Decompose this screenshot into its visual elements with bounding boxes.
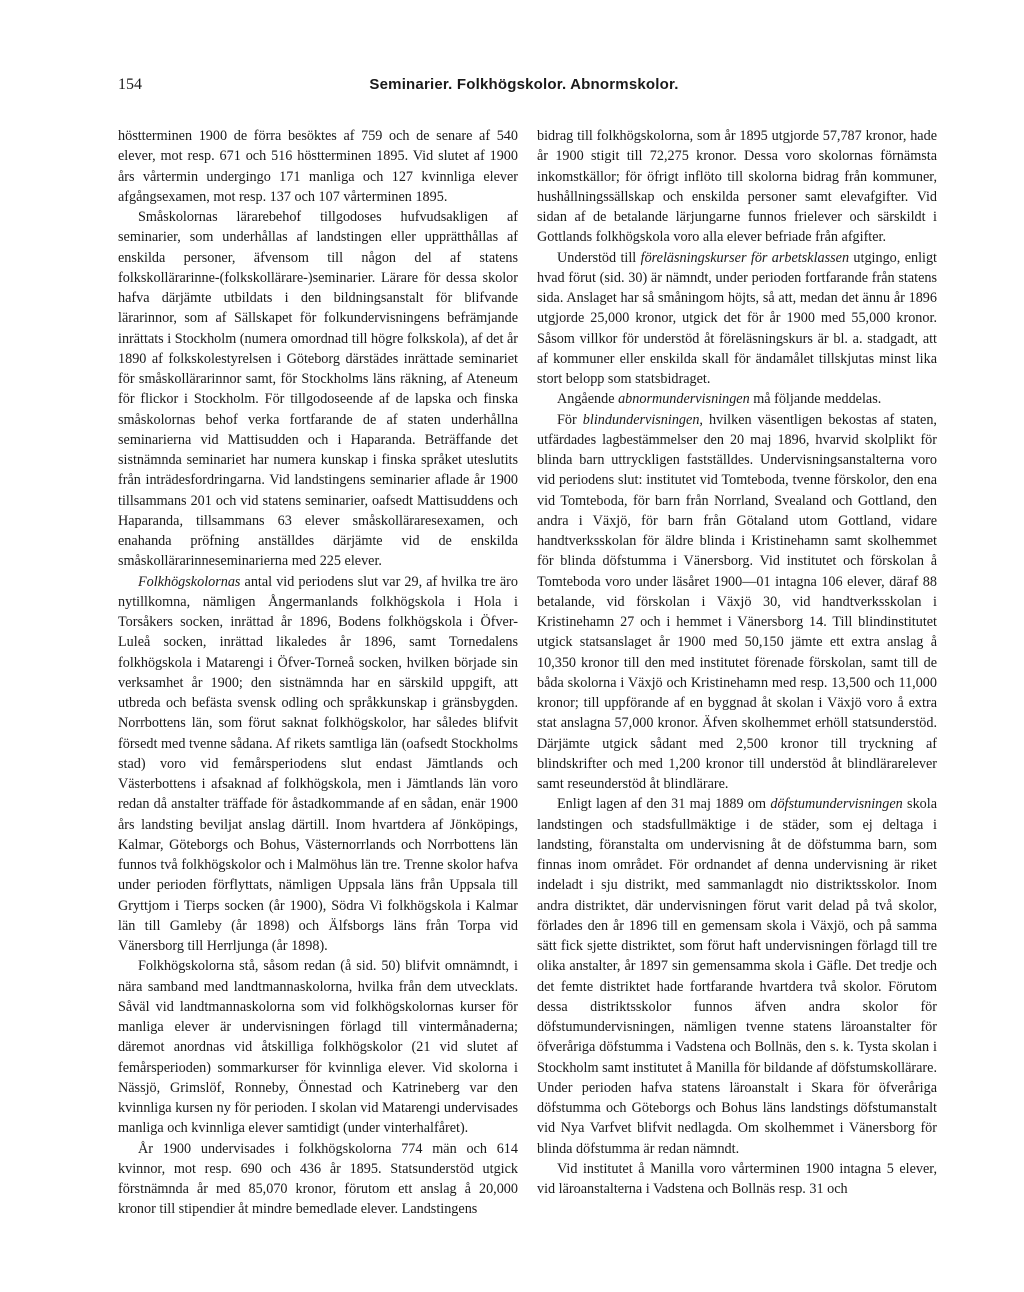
text-run: höstterminen 1900 de förra besöktes af 759 och de senare af 540 elever, mot resp. 671 och 516 höstterminen 1895. Vid slutet af 1900 års vårtermin undergingo 171 manliga och 127 kvinnliga elever afgångsexamen, mot resp. 137 och 107 vårterminen 1895.: [118, 128, 518, 205]
italic-term: föreläsningskurser för arbetsklassen: [640, 249, 850, 266]
paragraph: [537, 248, 937, 390]
paragraph: [118, 572, 518, 957]
paragraph: [537, 1159, 937, 1200]
text-run: skola landstingen och stadsfullmäktige i de städer, som ej deltaga i landsting, föranstalta om undervisning åt de döfstumma barn, som finnas inom området. För ordnandet af denna undervisning är riket indeladt i sju distrikt, med sammanlagdt nio distriktsskolor. Inom andra distriktet, där undervisningen förut varit delad på två skolor, förlades den år 1896 till en gemensam skola i Växjö, och på samma sätt fick sjette distriktet, som förut haft undervisningen förlagd till tre olika anstalter, år 1897 sin gemensamma skola i Gäfle. Det tredje och det femte distriktet hade fortfarande hvartdera två skolor. Förutom dessa distriktsskolor funnos äfven andra skolor för döfstumundervisningen, nämligen tvenne statens läroanstalter för öfveråriga döfstumma i Vadstena och Bollnäs, den s. k. Tysta skolan i Stockholm samt institutet å Manilla för bildande af döfstumskollärare. Under perioden hafva statens läroanstalt i Skara för öfveråriga döfstumma och Göteborgs och Bohus läns landstings döfstumanstalt vid Nya Varfvet blifvit nedlagda. Om skolhemmet i Vänersborg för blinda döfstumma är redan nämndt.: [537, 796, 938, 1157]
paragraph: [118, 207, 518, 572]
paragraph: [537, 794, 937, 1159]
text-run: bidrag till folkhögskolorna, som år 1895 utgjorde 57,787 kronor, hade år 1900 stigit till 72,275 kronor. Dessa voro skolornas förnämsta inkomstkällor; för öfrigt inflöto till skolorna bidrag från kommuner, hushållningssällskap och enskilda personer samt elevafgifter. Vid sidan af de betalande lärjungarne funnos frielever och särskildt i Gottlands folkhögskola voro alla elever befriade från afgifter.: [537, 128, 937, 246]
paragraph: [118, 956, 518, 1138]
paragraph: [537, 410, 937, 795]
text-run: Enligt lagen af den 31 maj 1889 om: [557, 796, 771, 813]
left-column: [118, 126, 518, 1220]
text-run: må följande meddelas.: [749, 391, 882, 408]
paragraph: [118, 126, 518, 207]
paragraph: [118, 1139, 518, 1220]
page-header: [118, 76, 930, 100]
text-run: Folkhögskolorna stå, såsom redan (å sid. 50) blifvit omnämndt, i nära samband med landtmannaskolorna, hvilka från dem utvecklats. Såväl vid landtmannaskolorna som vid folkhögskolornas kurser för manliga elever är undervisningen förlagd till vintermånaderna; däremot anordnas vid åtskilliga folkhögskolor (21 vid slutet af femårsperioden) sommarkurser för kvinnliga elever. Vid skolorna i Nässjö, Grimslöf, Ronneby, Önnestad och Katrineberg var den kvinnliga kursen ny för perioden. I skolan vid Matarengi undervisades manliga och kvinnliga elever samtidigt (under vinterhalfåret).: [118, 958, 518, 1137]
italic-term: Folkhögskolornas: [138, 573, 241, 590]
text-run: Småskolornas lärarebehof tillgodoses hufvudsakligen af seminarier, som underhållas af landstingen eller upprätthållas af enskilda personer, äfvensom till någon del af statens folkskollärarinne-(folkskollärare-)seminarier. Lärare för dessa skolor hafva därjämte utbildats i den bildningsanstalt för blifvande lärarinnor, som af Sällskapet för folkundervisningens befrämjande inrättats i Stockholm (numera omordnad till högre folkskola), af det år 1890 af folkskolestyrelsen i Göteborg därstädes inrättade seminariet för småskollärarinnor samt, för Stockholms läns räkning, af Ateneum för flickor i Stockholm. För tillgodoseende af de lapska och finska småskolornas behof verka fortfarande de af staten underhållna seminarierna vid Mattisudden och i Haparanda. Beträffande det sistnämnda seminariet har numera kunskap i finska språket uteslutits från inträdesfordringarna. Vid landstingens seminarier aflade år 1900 tillsammans 201 och vid statens seminarier, oafsedt Mattisuddens och Haparanda, tillsammans 63 elever småskolläraresexamen, och enahanda pröfning anställdes därjämte vid de enskilda småskollärarinneseminarierna med 225 elever.: [118, 209, 518, 570]
text-run: utgingo, enligt hvad förut (sid. 30) är nämndt, under perioden fortfarande från statens sida. Anslaget har så småningom höjts, så att, medan det ännu år 1896 utgjorde 25,000 kronor, utgick det för år 1900 med 55,000 kronor. Såsom villkor för understöd åt föreläsningskurs är bl. a. stadgadt, att af kommuner eller enskilda skall för ändamålet tillskjutas minst lika stort belopp som statsbidraget.: [537, 249, 938, 387]
text-run: antal vid periodens slut var 29, af hvilka tre äro nytillkomna, nämligen Ångermanlands folkhögskola i Hola i Torsåkers socken, inrättad år 1896, Bodens folkhögskola i Öfver-Luleå socken, inrättad likaledes år 1896, samt Tornedalens folkhögskola i Matarengi i Öfver-Torneå socken, hvilken började sin verksamhet år 1900; den sistnämnda har en särskild uppgift, att utbreda och befästa svensk odling och språkkunskap i gränsbygden. Norrbottens län, som förut saknat folkhögskolor, har således blifvit försedt med tvenne sådana. Af rikets samtliga län (oafsedt Stockholms stad) voro vid femårsperiodens slut endast Jämtlands och Västerbottens i afsaknad af folkhögskola, men i Jämtlands län voro redan då anstalter träffade för åstadkommande af en sådan, enär 1900 års landsting beviljat anslag därtill. Inom hvartdera af Jönköpings, Kalmar, Göteborgs och Bohus, Västernorrlands och Norrbottens län funnos två folkhögskolor och i Malmöhus län tre. Trenne skolor hafva under perioden förflyttats, nämligen Uppsala läns från Uppsala till Gryttjom i Tierps socken (år 1900), Södra Vi folkhögskola i Kalmar län till Gamleby (år 1898) och Älfsborgs läns från Torpa vid Vänersborg till Herrljunga (år 1898).: [118, 573, 518, 954]
text-run: Understöd till: [557, 249, 641, 266]
text-run: Vid institutet å Manilla voro vårterminen 1900 intagna 5 elever, vid läroanstalterna i Vadstena och Bollnäs resp. 31 och: [537, 1160, 937, 1197]
text-run: hvilken väsentligen bekostas af staten, utfärdades lagbestämmelser den 20 maj 1896, hvarvid skolplikt för blinda barn uttryckligen fastställdes. Undervisningsanstalterna voro vid periodens slut: institutet vid Tomteboda, tvenne förskolor, den ena vid Tomteboda, för barn från Norrland, Svealand och Gottland, den andra i Växjö, för barn från Götaland utom Gottland, vidare handtverksskolan för äldre blinda i Kristinehamn samt skolhemmet för blinda döfstumma i Vänersborg. Vid institutet och förskolan å Tomteboda voro under läsåret 1900—01 intagna 106 elever, däraf 88 betalande, vid förskolan i Växjö 30, vid handtverksskolan i Kristinehamn 27 och i hemmet i Vänersborg 14. Till blindinstitutet utgick statsanslaget år 1900 med 50,150 jämte ett extra anslag å 10,350 kronor till den med institutet förenade förskolan, samt till de båda skolorna i Växjö och Kristinehamn med resp. 13,500 och 11,000 kronor; till uppförande af en byggnad åt skolan i Växjö voro å extra stat anslagna 57,000 kronor. Äfven skolhemmet erhöll statsunderstöd. Därjämte utgick sådant med 2,500 kronor till tryckning af blindskrifter och med 1,200 kronor till understöd åt blindlärarelever samt reseunderstöd åt blindlärare.: [537, 411, 937, 792]
italic-term: döfstumundervisningen: [770, 796, 903, 813]
text-run: År 1900 undervisades i folkhögskolorna 774 män och 614 kvinnor, mot resp. 690 och 436 år 1895. Statsunderstöd utgick förstnämnda år med 85,070 kronor, förutom ett anslag å 20,000 kronor till stipendier åt mindre bemedlade elever. Landstingens: [118, 1140, 518, 1218]
italic-term: abnormundervisningen: [618, 391, 750, 408]
running-head: Seminarier. Folkhögskolor. Abnormskolor.: [369, 76, 679, 93]
right-column: [537, 126, 937, 1199]
paragraph: [537, 389, 937, 409]
paragraph: [537, 126, 937, 248]
text-run: Angående: [557, 391, 619, 408]
italic-term: blindundervisningen,: [582, 411, 703, 428]
page-number: 154: [118, 76, 142, 93]
text-run: För: [557, 411, 583, 428]
